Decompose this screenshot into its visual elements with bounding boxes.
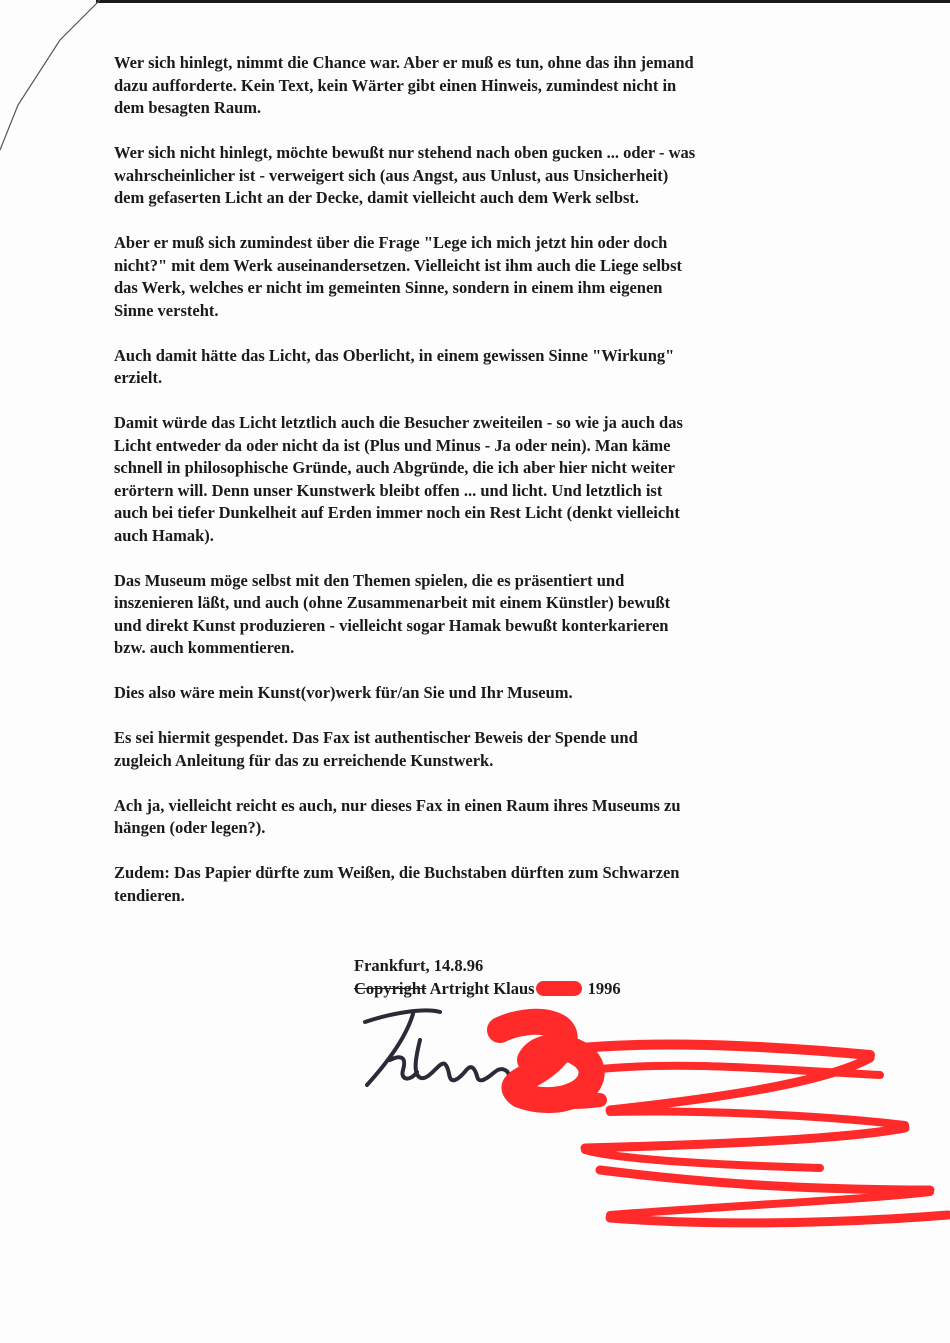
redaction-mark [536,981,582,996]
closing-block [354,954,621,1000]
copyright-year: 1996 [587,979,621,998]
paragraph: Ach ja, vielleicht reicht es auch, nur dieses Fax in einen Raum ihres Museums zu hängen (oder legen?). [114,795,681,837]
paragraph: Auch damit hätte das Licht, das Oberlicht, in einem gewissen Sinne "Wirkung" erzielt. [114,345,675,387]
paragraph: Zudem: Das Papier dürfte zum Weißen, die Buchstaben dürften zum Schwarzen tendieren. [114,863,680,905]
paragraph: Damit würde das Licht letztlich auch die Besucher zweiteilen - so wie ja auch das Licht entweder da oder nicht da ist (Plus und Minus - Ja oder nein). Man käme schnell in philosophische Gründe, auch Abgründe, die ich aber hier nicht weiter erörtern will. Denn unser Kunstwerk bleibt offen ... und licht. Und letztlich ist auch bei tiefer Dunkelheit auf Erden immer noch ein Rest Licht (denkt vielleicht auch Hamak). [114,413,683,545]
paragraph: Dies also wäre mein Kunst(vor)werk für/an Sie und Ihr Museum. [114,683,573,702]
paragraph: Wer sich hinlegt, nimmt die Chance war. Aber er muß es tun, ohne das ihn jemand dazu aufforderte. Kein Text, kein Wärter gibt einen Hinweis, zumindest nicht in dem besagten Raum. [114,53,694,117]
paragraph: Wer sich nicht hinlegt, möchte bewußt nur stehend nach oben gucken ... oder - was wahrscheinlicher ist - verweigert sich (aus Angst, aus Unlust, aus Unsicherheit) dem gefaserten Licht an der Decke, damit vielleicht auch dem Werk selbst. [114,143,696,207]
scan-top-edge [96,0,950,3]
paragraph: Aber er muß sich zumindest über die Frage "Lege ich mich jetzt hin oder doch nicht?" mit dem Werk auseinandersetzen. Vielleicht ist ihm auch die Liege selbst das Werk, welches er nicht im gemeinten Sinne, sondern in einem ihm eigenen Sinne versteht. [114,233,683,320]
copyright-line [354,977,621,1000]
handwritten-signature [355,1000,565,1100]
artright-name: Artright Klaus [429,979,535,998]
letter-body [114,52,814,930]
scan-fold-corner [0,0,110,160]
copyright-struck: Copyright [354,979,427,998]
paragraph: Das Museum möge selbst mit den Themen spielen, die es präsentiert und inszenieren läßt, und auch (ohne Zusammenarbeit mit einem Künstler) bewußt und direkt Kunst produzieren - vielleicht sogar Hamak bewußt konterkarieren bzw. auch kommentieren. [114,570,671,657]
place-date: Frankfurt, 14.8.96 [354,956,484,975]
paragraph: Es sei hiermit gespendet. Das Fax ist authentischer Beweis der Spende und zugleich Anleitung für das zu erreichende Kunstwerk. [114,728,638,770]
